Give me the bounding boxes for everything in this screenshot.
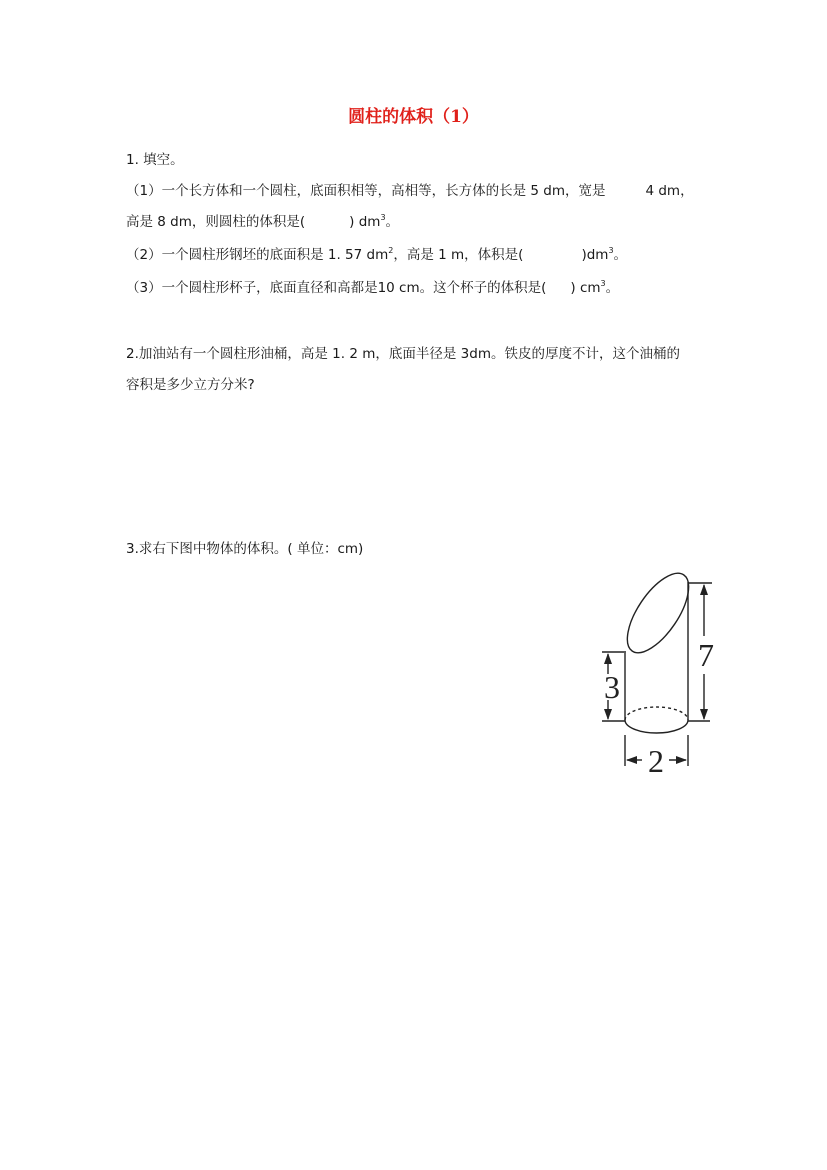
q1-item3-end: 。 [605,280,620,296]
page-title: 圆柱的体积（1） [348,107,479,127]
q1-item2-unit: )dm [581,247,609,263]
q2-line2: 容积是多少立方分米? [126,377,255,393]
q1-item2 [126,243,627,263]
arrow-left-top [604,653,612,664]
q1-item2-end: 。 [613,247,628,263]
q1-item1-width: 4 dm， [645,183,694,199]
q1-item1-sup: 3 [380,213,386,222]
q1-item2-sup2: 3 [608,246,614,255]
q1-item1-end: 。 [385,214,400,230]
arrow-bottom-left [626,756,637,764]
q1-item2-text: （2）一个圆柱形钢坯的底面积是 1. 57 dm [126,247,389,263]
label-left-height: 3 [604,669,620,705]
cylinder-base-front [625,720,688,733]
cylinder-figure [592,570,732,780]
q3-text: 3.求右下图中物体的体积。( 单位：cm) [126,541,364,557]
q1-item1-line1 [126,179,694,199]
q1-item3 [126,276,619,296]
arrow-right-top [700,584,708,595]
q1-item1-question: 高是 8 dm，则圆柱的体积是( [126,214,306,230]
q1-item3-text: （3）一个圆柱形杯子，底面直径和高都是10 cm。这个杯子的体积是( [126,280,547,296]
arrow-right-bottom [700,709,708,720]
arrow-bottom-right [676,756,687,764]
q1-item2-text-b: ，高是 1 m，体积是( [393,247,524,263]
q1-heading: 1. 填空。 [126,152,184,168]
label-right-height: 7 [698,637,714,673]
cylinder-base-back [625,707,688,720]
q1-item3-unit: ) cm [570,280,601,296]
q1-item1-unit: ) dm [349,214,381,230]
arrow-left-bottom [604,709,612,720]
q1-item1-text: （1）一个长方体和一个圆柱，底面积相等，高相等，长方体的长是 5 dm，宽是 [126,183,606,199]
label-diameter: 2 [648,743,664,779]
q1-item1-line2 [126,210,399,230]
q1-item3-sup: 3 [600,279,606,288]
q1-item2-sup1: 2 [388,246,394,255]
q2-line1: 2.加油站有一个圆柱形油桶，高是 1. 2 m，底面半径是 3dm。铁皮的厚度不计，这个油桶的 [126,346,680,362]
